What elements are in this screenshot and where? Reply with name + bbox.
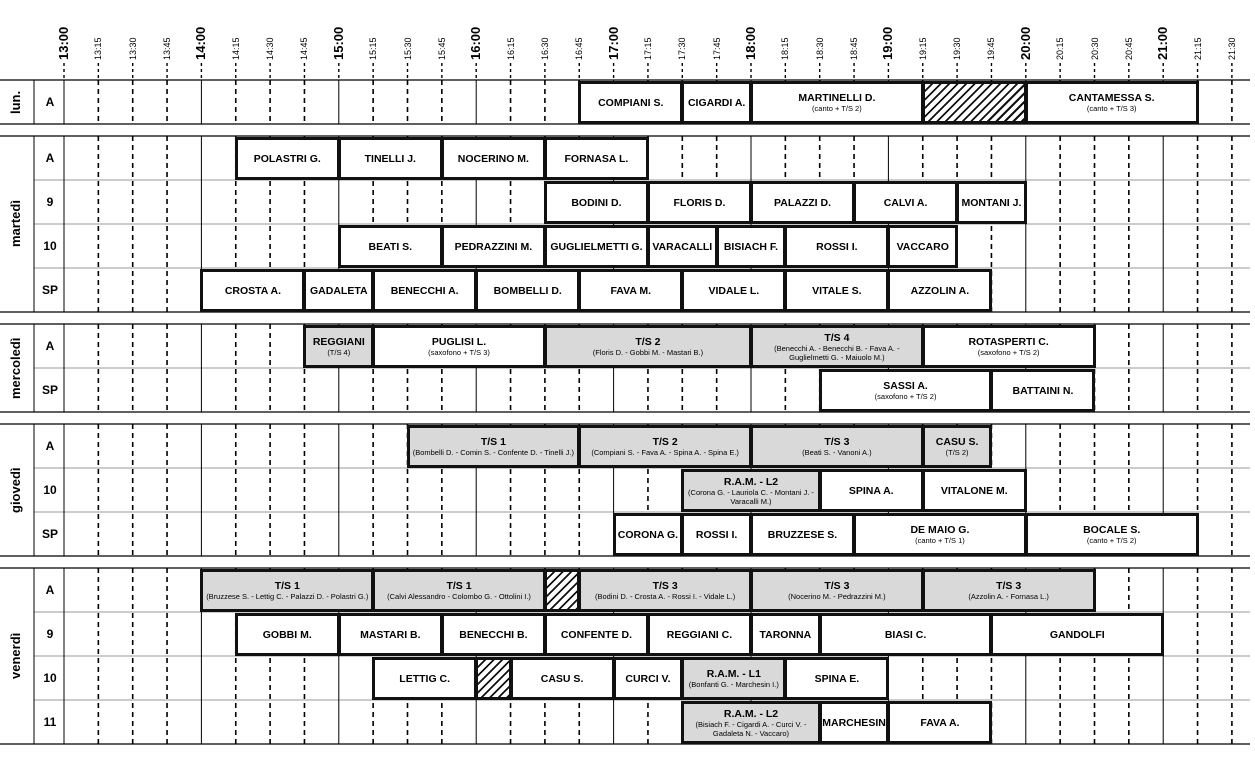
lesson-name: T/S 1 — [446, 580, 472, 592]
day-label: martedì — [8, 200, 23, 248]
room-label: A — [45, 95, 55, 109]
lesson-slot[interactable] — [578, 81, 683, 124]
lesson-slot[interactable] — [750, 513, 855, 556]
lesson-name: REGGIANI — [312, 336, 365, 348]
room-label: 9 — [46, 627, 54, 641]
day-label: venerdì — [8, 632, 23, 680]
blocked-slot[interactable] — [475, 657, 511, 700]
lesson-name: NOCERINO M. — [457, 152, 529, 165]
room-label: A — [45, 583, 55, 597]
lesson-slot[interactable] — [475, 269, 580, 312]
lesson-slot[interactable] — [887, 269, 992, 312]
time-label: 15:00 — [330, 26, 346, 60]
lesson-slot[interactable] — [372, 269, 477, 312]
time-label: 19:45 — [986, 37, 997, 60]
lesson-name: MARTINELLI D. — [798, 92, 876, 104]
time-label: 17:30 — [677, 37, 688, 60]
time-label: 14:00 — [193, 26, 209, 60]
lesson-slot[interactable] — [922, 569, 1096, 612]
lesson-slot[interactable] — [338, 137, 443, 180]
lesson-slot[interactable] — [235, 137, 340, 180]
lesson-name: SPINA A. — [848, 484, 894, 497]
time-label: 19:30 — [952, 37, 963, 60]
lesson-name: BENECCHI A. — [390, 284, 459, 297]
lesson-name: CALVI A. — [883, 196, 928, 209]
lesson-name: T/S 3 — [824, 580, 850, 592]
lesson-name: VITALE S. — [812, 284, 862, 297]
lesson-name: VACCARO — [896, 240, 949, 253]
lesson-slot[interactable] — [750, 613, 821, 656]
lesson-slot[interactable] — [681, 469, 820, 512]
lesson-name: TINELLI J. — [364, 152, 416, 165]
lesson-name: DE MAIO G. — [910, 524, 970, 536]
lesson-slot[interactable] — [750, 325, 924, 368]
lesson-slot[interactable] — [441, 613, 546, 656]
lesson-slot[interactable] — [750, 81, 924, 124]
time-label: 14:30 — [265, 37, 276, 60]
lesson-slot[interactable] — [613, 513, 684, 556]
lesson-slot[interactable] — [200, 269, 305, 312]
lesson-slot[interactable] — [303, 325, 374, 368]
time-label: 18:00 — [743, 26, 758, 60]
lesson-note: (Bodini D. - Crosta A. - Rossi I. - Vidale L.) — [594, 592, 736, 601]
lesson-slot[interactable] — [750, 569, 924, 612]
room-label: SP — [41, 283, 58, 297]
lesson-name: CURCI V. — [625, 672, 671, 685]
lesson-note: (Nocerino M. - Pedrazzini M.) — [788, 592, 886, 601]
lesson-note: (Floris D. - Gobbi M. - Mastari B.) — [592, 348, 704, 357]
lesson-slot[interactable] — [372, 657, 477, 700]
lesson-note: (Azzolin A. - Fornasa L.) — [968, 592, 1049, 601]
lesson-slot[interactable] — [338, 225, 443, 268]
room-label: SP — [41, 383, 58, 397]
lesson-note: (Bombelli D. - Comin S. - Confente D. - Tinelli J.) — [412, 448, 575, 457]
lesson-slot[interactable] — [784, 269, 889, 312]
time-label: 17:00 — [605, 26, 621, 60]
lesson-name: T/S 1 — [274, 580, 300, 592]
lesson-name: T/S 1 — [480, 436, 506, 448]
time-label: 21:00 — [1155, 26, 1171, 60]
lesson-slot[interactable] — [338, 613, 443, 656]
lesson-note: (canto + T/S 2) — [1086, 536, 1137, 545]
time-label: 15:30 — [402, 37, 413, 60]
room-label: 10 — [43, 671, 57, 685]
time-label: 21:30 — [1226, 37, 1237, 60]
lesson-name: MASTARI B. — [360, 628, 421, 641]
lesson-name: CROSTA A. — [224, 284, 282, 297]
lesson-name: T/S 4 — [824, 331, 850, 344]
time-label: 13:00 — [56, 26, 71, 60]
room-label: A — [45, 339, 55, 353]
lesson-name: R.A.M. - L2 — [723, 707, 779, 720]
lesson-name: FAVA A. — [920, 716, 960, 729]
room-label: A — [45, 439, 55, 453]
lesson-slot[interactable] — [613, 657, 684, 700]
lesson-slot[interactable] — [510, 657, 615, 700]
lesson-name: CANTAMESSA S. — [1068, 92, 1155, 104]
lesson-name: BEATI S. — [368, 240, 413, 253]
lesson-note: (Calvi Alessandro - Colombo G. - Ottolini I.) — [387, 592, 531, 601]
lesson-note: (T/S 4) — [327, 348, 351, 357]
lesson-slot[interactable] — [681, 81, 752, 124]
room-label: 10 — [43, 239, 57, 253]
lesson-slot[interactable] — [681, 701, 820, 744]
lesson-name: R.A.M. - L1 — [706, 668, 761, 680]
lesson-slot[interactable] — [887, 701, 992, 744]
lesson-name: BISIACH F. — [723, 240, 779, 253]
lesson-note: (canto + T/S 1) — [915, 536, 965, 545]
lesson-slot[interactable] — [784, 225, 889, 268]
room-label: 9 — [46, 195, 54, 209]
lesson-name: GANDOLFI — [1049, 628, 1105, 641]
lesson-name: GADALETA — [310, 284, 368, 297]
lesson-note: (Corona G. - Lauriola C. - Montani J. - Varacalli M.) — [688, 487, 814, 506]
lesson-slot[interactable] — [647, 225, 718, 268]
lesson-slot[interactable] — [681, 657, 786, 700]
lesson-name: ROSSI I. — [816, 240, 858, 253]
lesson-name: CIGARDI A. — [687, 96, 746, 109]
lesson-name: SASSI A. — [883, 380, 928, 392]
lesson-slot[interactable] — [544, 225, 649, 268]
time-label: 18:45 — [849, 37, 860, 60]
lesson-slot[interactable] — [647, 181, 752, 224]
lesson-name: BENECCHI B. — [459, 628, 528, 641]
lesson-slot[interactable] — [956, 181, 1027, 224]
lesson-slot[interactable] — [578, 269, 683, 312]
lesson-name: TARONNA — [759, 628, 812, 641]
lesson-note: (Compiani S. - Fava A. - Spina A. - Spina E.) — [591, 448, 739, 457]
lesson-name: PUGLISI L. — [431, 336, 487, 348]
lesson-slot[interactable] — [200, 569, 374, 612]
day-label: mercoledì — [8, 337, 23, 399]
lesson-name: MONTANI J. — [961, 196, 1022, 209]
day-label: lun. — [8, 90, 23, 114]
time-label: 20:45 — [1123, 37, 1134, 60]
time-label: 19:00 — [880, 26, 896, 60]
time-label: 16:15 — [505, 37, 516, 60]
lesson-name: PALAZZI D. — [774, 196, 831, 209]
lesson-slot[interactable] — [750, 181, 855, 224]
lesson-name: BATTAINI N. — [1012, 384, 1074, 397]
lesson-name: BODINI D. — [571, 196, 622, 209]
time-label: 18:15 — [780, 37, 791, 60]
lesson-name: T/S 2 — [635, 336, 661, 348]
time-label: 15:45 — [436, 37, 447, 60]
lesson-note: (Bisiach F. - Cigardi A. - Curci V. - Gadaleta N. - Vaccaro) — [695, 719, 807, 738]
lesson-name: T/S 3 — [996, 580, 1022, 592]
lesson-name: BIASI C. — [884, 628, 927, 641]
lesson-name: BOMBELLI D. — [493, 284, 562, 297]
time-label: 16:30 — [539, 37, 550, 60]
lesson-name: T/S 3 — [824, 436, 850, 448]
lesson-name: CASU S. — [935, 436, 979, 448]
lesson-slot[interactable] — [887, 225, 958, 268]
time-label: 17:45 — [711, 37, 722, 60]
lesson-name: BOCALE S. — [1083, 524, 1141, 536]
lesson-name: VIDALE L. — [708, 284, 760, 297]
time-label: 20:30 — [1089, 37, 1100, 60]
lesson-slot[interactable] — [784, 657, 889, 700]
lesson-slot[interactable] — [681, 513, 752, 556]
time-label: 15:15 — [368, 37, 379, 60]
lesson-name: FORNASA L. — [564, 152, 629, 165]
lesson-slot[interactable] — [819, 613, 993, 656]
lesson-name: VARACALLI — [652, 240, 713, 253]
lesson-name: ROTASPERTI C. — [968, 336, 1049, 348]
blocked-slot[interactable] — [922, 81, 1027, 124]
time-label: 13:45 — [162, 37, 173, 60]
lesson-slot[interactable] — [750, 425, 924, 468]
lesson-note: (Bruzzese S. - Lettig C. - Palazzi D. - Polastri G.) — [206, 592, 369, 601]
lesson-slot[interactable] — [990, 369, 1095, 412]
lesson-slot[interactable] — [544, 181, 649, 224]
lesson-name: FAVA M. — [610, 284, 652, 297]
lesson-note: (T/S 2) — [945, 448, 969, 457]
lesson-slot[interactable] — [441, 225, 546, 268]
lesson-slot[interactable] — [372, 569, 546, 612]
lesson-name: LETTIG C. — [399, 672, 451, 685]
lesson-slot[interactable] — [819, 469, 924, 512]
lesson-name: REGGIANI C. — [666, 628, 733, 641]
lesson-slot[interactable] — [922, 425, 993, 468]
time-label: 17:15 — [642, 37, 653, 60]
lesson-name: SPINA E. — [814, 672, 860, 685]
lesson-note: (canto + T/S 3) — [1086, 104, 1137, 113]
lesson-name: BRUZZESE S. — [767, 528, 838, 541]
lesson-note: (Bonfanti G. - Marchesin I.) — [688, 680, 779, 689]
time-label: 19:15 — [917, 37, 928, 60]
lesson-name: VITALONE M. — [940, 484, 1008, 497]
lesson-slot[interactable] — [544, 613, 649, 656]
time-label: 14:15 — [230, 37, 241, 60]
lesson-note: (saxofono + T/S 2) — [977, 348, 1040, 357]
lesson-name: CONFENTE D. — [560, 628, 632, 641]
lesson-name: FLORIS D. — [673, 196, 726, 209]
lesson-name: GOBBI M. — [262, 628, 312, 641]
lesson-note: (Beati S. - Vanoni A.) — [802, 448, 872, 457]
lesson-name: CORONA G. — [617, 528, 679, 541]
time-label: 14:45 — [299, 37, 310, 60]
lesson-note: (Benecchi A. - Benecchi B. - Fava A. - Guglielmetti G. - Maiuolo M.) — [774, 343, 900, 362]
lesson-slot[interactable] — [303, 269, 374, 312]
time-label: 21:15 — [1192, 37, 1203, 60]
lesson-slot[interactable] — [681, 269, 786, 312]
time-label: 13:30 — [127, 37, 138, 60]
time-label: 16:00 — [468, 26, 484, 60]
time-label: 16:45 — [574, 37, 585, 60]
time-label: 13:15 — [93, 37, 104, 60]
room-label: 11 — [43, 715, 57, 729]
lesson-name: CASU S. — [540, 672, 584, 685]
lesson-slot[interactable] — [578, 569, 752, 612]
room-label: A — [45, 151, 55, 165]
time-label: 20:15 — [1055, 37, 1066, 60]
time-label: 20:00 — [1017, 26, 1033, 60]
room-label: SP — [41, 527, 58, 541]
lesson-name: T/S 3 — [652, 580, 678, 592]
lesson-name: GUGLIELMETTI G. — [550, 240, 643, 253]
day-label: giovedì — [8, 467, 23, 513]
blocked-slot[interactable] — [544, 569, 580, 612]
lesson-slot[interactable] — [853, 513, 1027, 556]
lesson-name: R.A.M. - L2 — [723, 475, 779, 488]
lesson-name: COMPIANI S. — [598, 96, 664, 109]
lesson-slot[interactable] — [819, 369, 993, 412]
lesson-slot[interactable] — [235, 613, 340, 656]
lesson-name: AZZOLIN A. — [910, 284, 970, 297]
time-label: 18:30 — [814, 37, 825, 60]
lesson-note: (canto + T/S 2) — [812, 104, 862, 113]
room-label: 10 — [43, 483, 57, 497]
lesson-slot[interactable] — [647, 613, 752, 656]
lesson-slot[interactable] — [1025, 81, 1199, 124]
lesson-slot[interactable] — [922, 469, 1027, 512]
lesson-slot[interactable] — [853, 181, 958, 224]
lesson-slot[interactable] — [716, 225, 787, 268]
lesson-name: MARCHESIN — [822, 716, 886, 729]
lesson-note: (saxofono + T/S 2) — [874, 392, 937, 401]
lesson-slot[interactable] — [407, 425, 581, 468]
lesson-slot[interactable] — [441, 137, 546, 180]
lesson-name: ROSSI I. — [695, 528, 738, 541]
lesson-slot[interactable] — [578, 425, 752, 468]
lesson-slot[interactable] — [544, 325, 752, 368]
lesson-slot[interactable] — [922, 325, 1096, 368]
lesson-slot[interactable] — [990, 613, 1164, 656]
lesson-slot[interactable] — [819, 701, 890, 744]
lesson-name: T/S 2 — [652, 436, 678, 448]
lesson-slot[interactable] — [1025, 513, 1199, 556]
lesson-name: POLASTRI G. — [253, 152, 321, 165]
lesson-name: PEDRAZZINI M. — [454, 240, 533, 253]
lesson-note: (saxofono + T/S 3) — [428, 348, 490, 357]
lesson-slot[interactable] — [544, 137, 649, 180]
lesson-slot[interactable] — [372, 325, 546, 368]
